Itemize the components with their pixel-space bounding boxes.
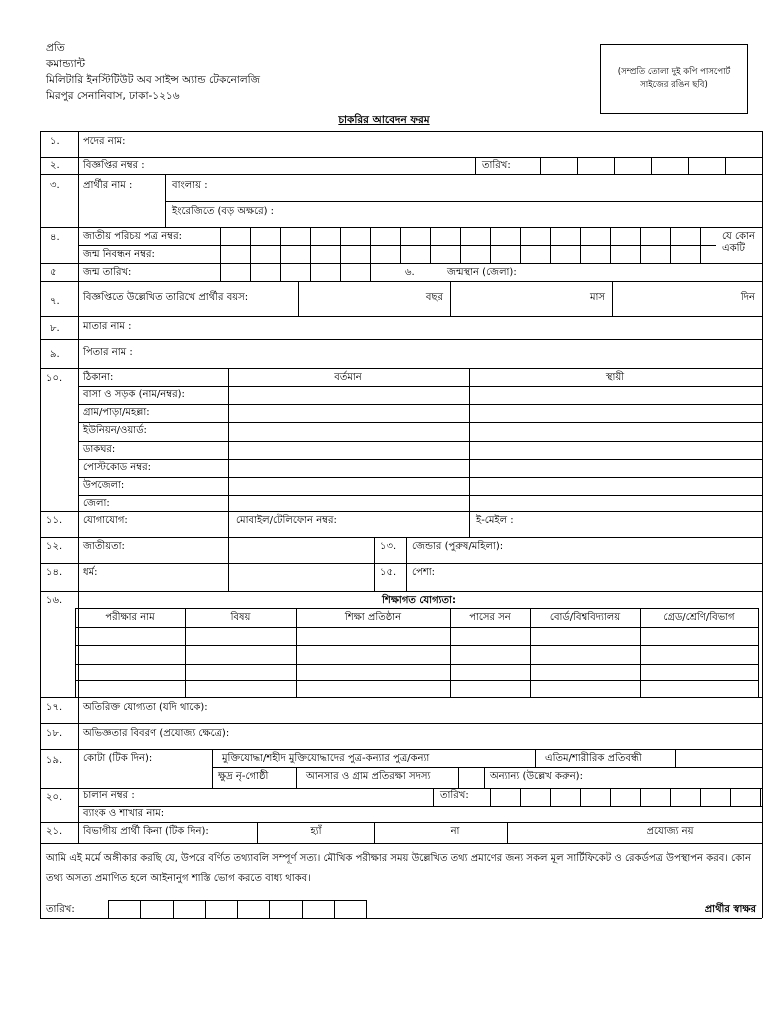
birth-registration-label: জন্ম নিবন্ধন নম্বর: <box>83 249 155 260</box>
education-title: শিক্ষাগত যোগ্যতা: <box>382 595 456 606</box>
education-column-header: পাসের সন <box>469 612 511 623</box>
grid-line-vertical <box>406 537 407 591</box>
address-label: ঠিকানা: <box>83 372 114 383</box>
grid-line-vertical <box>310 263 311 281</box>
addressee-line: প্রতি <box>46 42 65 54</box>
option-no: না <box>450 826 460 837</box>
row-number: ৮. <box>50 323 60 334</box>
row-number: ১. <box>50 136 60 147</box>
grid-line-vertical <box>302 900 303 918</box>
row-number: ৯. <box>50 349 60 360</box>
experience-label: অভিজ্ঞতার বিবরণ (প্রযোজ্য ক্ষেত্রে): <box>83 728 230 739</box>
grid-line-vertical <box>610 788 611 806</box>
address-item-label: গ্রাম/পাড়া/মহল্লা: <box>83 407 150 418</box>
grid-line-horizontal <box>40 749 762 750</box>
post-name-field[interactable] <box>160 133 760 155</box>
row-number: ১৭. <box>46 702 63 713</box>
grid-line-vertical <box>640 227 641 263</box>
grid-line-vertical <box>700 227 701 263</box>
mother-name-label: মাতার নাম : <box>83 321 132 332</box>
name-english-label: ইংরেজিতে (বড় অক্ষরে) : <box>172 206 275 217</box>
grid-line-vertical <box>520 788 521 806</box>
grid-line-vertical <box>460 227 461 263</box>
grid-line-vertical <box>458 767 459 788</box>
applicant-signature-label: প্রার্থীর স্বাক্ষর <box>704 904 756 915</box>
grid-line-vertical <box>675 749 676 767</box>
grid-line-horizontal <box>78 422 762 423</box>
mobile-label: মোবাইল/টেলিফোন নম্বর: <box>236 515 337 526</box>
grid-line-horizontal <box>40 537 762 538</box>
grid-line-vertical <box>400 227 401 263</box>
grid-line-vertical <box>475 157 476 174</box>
grid-line-horizontal <box>78 459 762 460</box>
grid-line-vertical <box>730 788 731 806</box>
option-yes-box[interactable] <box>257 823 374 842</box>
option-no-box[interactable] <box>374 823 507 842</box>
name-bangla-field[interactable] <box>230 175 760 200</box>
grid-line-horizontal <box>40 339 762 340</box>
form-bottom-border <box>40 918 762 919</box>
grid-line-vertical <box>577 157 578 174</box>
grid-line-horizontal <box>78 477 762 478</box>
grid-line-horizontal <box>40 843 762 844</box>
name-bangla-label: বাংলায় : <box>172 180 208 191</box>
grid-line-vertical <box>490 788 491 806</box>
grid-line-horizontal <box>75 645 758 646</box>
row-number: ২১. <box>46 826 63 837</box>
education-column-header: গ্রেড/শ্রেণি/বিভাগ <box>663 612 735 623</box>
additional-qualification-label: অতিরিক্ত যোগ্যতা (যদি থাকে): <box>83 702 208 713</box>
row-number: ২০. <box>46 792 63 803</box>
address-item-label: ইউনিয়ন/ওয়ার্ড: <box>83 425 147 436</box>
nid-label: জাতীয় পরিচয় পত্র নম্বর: <box>83 231 182 242</box>
grid-line-vertical <box>334 900 335 918</box>
education-column-header: বিষয় <box>230 612 251 623</box>
grid-line-vertical <box>762 157 763 174</box>
either-one-note: একটি <box>722 243 745 254</box>
row-number: ২. <box>50 160 60 171</box>
row-number: ১০. <box>46 373 63 384</box>
grid-line-horizontal <box>212 767 762 768</box>
grid-line-vertical <box>310 227 311 263</box>
grid-line-horizontal <box>78 441 762 442</box>
grid-line-vertical <box>614 157 615 174</box>
row-number: ১৬. <box>46 595 63 606</box>
grid-line-vertical <box>250 263 251 281</box>
grid-line-vertical <box>540 157 541 174</box>
grid-line-vertical <box>700 788 701 806</box>
age-day-label: দিন <box>740 292 755 303</box>
permanent-address-header: স্থায়ী <box>605 372 625 383</box>
departmental-candidate-label: বিভাগীয় প্রার্থী কিনা (টিক দিন): <box>83 826 209 837</box>
grid-line-vertical <box>298 281 299 316</box>
grid-line-vertical <box>374 537 375 591</box>
advertisement-date-label: তারিখ: <box>482 160 511 171</box>
grid-line-horizontal <box>78 245 716 246</box>
row-number: ১৩. <box>380 541 397 552</box>
row-number: ৭. <box>50 296 60 307</box>
quota-orphan-disabled-label: এতিম/শারীরিক প্রতিবন্ধী <box>545 753 642 764</box>
advertisement-number-label: বিজ্ঞপ্তির নম্বর : <box>83 160 145 171</box>
grid-line-vertical <box>296 608 297 697</box>
grid-line-vertical <box>762 131 763 918</box>
bank-branch-label: ব্যাংক ও শাখার নাম: <box>83 808 165 819</box>
grid-line-vertical <box>140 900 141 918</box>
grid-line-vertical <box>185 608 186 697</box>
grid-line-vertical <box>670 788 671 806</box>
father-name-field[interactable] <box>160 341 760 366</box>
post-name-label: পদের নাম: <box>83 136 126 147</box>
grid-line-vertical <box>725 157 726 174</box>
grid-line-vertical <box>550 227 551 263</box>
grid-line-horizontal <box>75 608 758 609</box>
row-number: ১৫. <box>380 567 397 578</box>
grid-line-vertical <box>250 227 251 263</box>
grid-line-vertical <box>612 281 613 316</box>
grid-line-vertical <box>758 608 759 697</box>
grid-line-horizontal <box>40 511 762 512</box>
address-item-label: পোস্টকোড নম্বর: <box>83 462 152 473</box>
birth-place-label: জন্মস্থান (জেলা): <box>447 267 517 278</box>
either-one-note: যে কোন <box>722 231 755 242</box>
grid-line-horizontal <box>40 368 762 369</box>
grid-line-vertical <box>550 788 551 806</box>
grid-line-horizontal <box>40 591 762 592</box>
grid-line-vertical <box>228 368 229 511</box>
grid-line-vertical <box>78 131 79 843</box>
footer-date-label: তারিখ: <box>46 904 75 915</box>
option-not-applicable: প্রযোজ্য নয় <box>646 826 694 837</box>
grid-line-vertical <box>75 608 76 697</box>
grid-line-vertical <box>220 263 221 281</box>
quota-others-label: অন্যান্য (উল্লেখ করুন): <box>490 771 583 782</box>
education-column-header: পরীক্ষার নাম <box>105 612 155 623</box>
occupation-label: পেশা: <box>412 567 436 578</box>
form-title: চাকরির আবেদন ফরম <box>338 114 430 126</box>
grid-line-horizontal <box>75 664 758 665</box>
grid-line-horizontal <box>40 723 762 724</box>
row-number: ১২. <box>46 541 63 552</box>
grid-line-vertical <box>370 263 371 281</box>
nationality-label: জাতীয়তা: <box>83 541 125 552</box>
option-yes: হ্যাঁ <box>310 826 322 837</box>
challan-number-label: চালান নম্বর : <box>83 790 135 801</box>
grid-line-vertical <box>220 227 221 263</box>
grid-line-vertical <box>535 749 536 767</box>
address-item-label: ডাকঘর: <box>83 444 116 455</box>
grid-line-vertical <box>433 788 434 806</box>
grid-line-vertical <box>640 788 641 806</box>
grid-line-vertical <box>430 227 431 263</box>
age-label: বিজ্ঞপ্তিতে উল্লেখিত তারিখে প্রার্থীর বয়স: <box>83 292 249 303</box>
grid-line-vertical <box>228 537 229 591</box>
contact-label: যোগাযোগ: <box>83 515 128 526</box>
grid-line-horizontal <box>78 386 762 387</box>
grid-line-vertical <box>237 900 238 918</box>
grid-line-vertical <box>520 227 521 263</box>
addressee-line: কমান্ড্যান্ট <box>46 58 85 70</box>
addressee-line: মিলিটারি ইনস্টিটিউট অব সাইন্স অ্যান্ড টেকনোলজি <box>46 74 261 86</box>
grid-line-vertical <box>450 608 451 697</box>
education-column-header: বোর্ড/বিশ্ববিদ্যালয় <box>549 612 621 623</box>
grid-line-horizontal <box>40 263 762 264</box>
quota-freedom-fighter-label: মুক্তিযোদ্ধা/শহীদ মুক্তিযোদ্ধাদের পুত্র-কন্যার পুত্র/কন্যা <box>222 753 430 764</box>
applicant-name-label: প্রার্থীর নাম : <box>83 180 133 191</box>
father-name-label: পিতার নাম : <box>83 347 133 358</box>
grid-line-vertical <box>280 227 281 263</box>
grid-line-vertical <box>580 788 581 806</box>
grid-line-horizontal <box>78 806 762 807</box>
grid-line-vertical <box>490 227 491 263</box>
age-year-label: বছর <box>425 292 443 303</box>
advertisement-number-field[interactable] <box>180 158 470 173</box>
mother-name-field[interactable] <box>160 318 760 338</box>
row-number: ১৯. <box>46 755 63 766</box>
grid-line-vertical <box>173 900 174 918</box>
row-number: ৬. <box>405 267 415 278</box>
name-english-field[interactable] <box>300 202 760 226</box>
grid-line-vertical <box>469 368 470 511</box>
row-number: ৫ <box>50 267 57 278</box>
photo-note: (সম্প্রতি তোলা দুই কপি পাসপোর্ট সাইজের রঙিন ছবি) <box>617 67 731 90</box>
grid-line-horizontal <box>40 131 762 132</box>
grid-line-horizontal <box>75 627 758 628</box>
grid-line-horizontal <box>40 316 762 317</box>
grid-line-horizontal <box>40 563 762 564</box>
grid-line-vertical <box>340 263 341 281</box>
gender-label: জেন্ডার (পুরুষ/মহিলা): <box>412 541 504 552</box>
grid-line-vertical <box>760 788 761 806</box>
grid-line-vertical <box>228 511 229 537</box>
row-number: ১৮. <box>46 728 63 739</box>
challan-date-label: তারিখ: <box>440 790 469 801</box>
grid-line-vertical <box>108 900 109 918</box>
grid-line-vertical <box>610 227 611 263</box>
grid-line-vertical <box>580 227 581 263</box>
grid-line-vertical <box>205 900 206 918</box>
quota-ethnic-minority-label: ক্ষুদ্র নৃ-গোষ্ঠী <box>218 771 269 782</box>
option-not-applicable-box[interactable] <box>507 823 762 842</box>
grid-line-vertical <box>640 608 641 697</box>
grid-line-horizontal <box>75 680 758 681</box>
grid-line-vertical <box>212 749 213 788</box>
grid-line-vertical <box>484 767 485 788</box>
address-item-label: জেলা: <box>83 498 110 509</box>
birth-date-label: জন্ম তারিখ: <box>83 267 132 278</box>
grid-line-vertical <box>469 511 470 537</box>
row-number: ১৪. <box>46 567 63 578</box>
addressee-line: মিরপুর সেনানিবাস, ঢাকা-১২১৬ <box>46 90 180 102</box>
grid-line-horizontal <box>75 697 758 698</box>
grid-line-vertical <box>651 157 652 174</box>
row-number: ৩. <box>50 180 60 191</box>
row-number: ১১. <box>46 515 63 526</box>
address-item-label: বাসা ও সড়ক (নাম/নম্বর): <box>83 389 185 400</box>
grid-line-vertical <box>450 281 451 316</box>
grid-line-vertical <box>530 608 531 697</box>
grid-line-vertical <box>40 131 41 918</box>
religion-label: ধর্ম: <box>83 567 98 578</box>
grid-line-vertical <box>280 263 281 281</box>
age-month-label: মাস <box>589 292 605 303</box>
row-number: ৪. <box>50 232 60 243</box>
education-column-header: শিক্ষা প্রতিষ্ঠান <box>344 612 402 623</box>
declaration-text: আমি এই মর্মে অঙ্গীকার করছি যে, উপরে বর্ণিত তথ্যাবলি সম্পূর্ণ সত্য। মৌখিক পরীক্ষার সময় উল্লেখিত তথ্য প্রমাণের জন্য সকল মূল সার্টিফিকেট ও রেকর্ডপত্র উপস্থাপন করব। কোন তথ্য অসত্য প্রমাণিত হলে আইনানুগ শাস্তি ভোগ করতে বাধ্য থাকব। <box>46 853 751 884</box>
grid-line-horizontal <box>40 227 762 228</box>
grid-line-vertical <box>688 157 689 174</box>
grid-line-vertical <box>370 227 371 263</box>
grid-line-vertical <box>366 900 367 918</box>
grid-line-vertical <box>296 767 297 788</box>
email-label: ই-মেইল : <box>476 515 514 526</box>
grid-line-horizontal <box>78 404 762 405</box>
grid-line-vertical <box>340 227 341 263</box>
quota-label: কোটা (টিক দিন): <box>83 753 153 764</box>
grid-line-horizontal <box>78 495 762 496</box>
grid-line-vertical <box>269 900 270 918</box>
grid-line-horizontal <box>40 281 762 282</box>
quota-ansar-vdp-label: আনসার ও গ্রাম প্রতিরক্ষা সদস্য <box>306 771 431 782</box>
present-address-header: বর্তমান <box>334 372 362 383</box>
address-item-label: উপজেলা: <box>83 480 125 491</box>
grid-line-vertical <box>670 227 671 263</box>
grid-line-horizontal <box>40 788 762 789</box>
